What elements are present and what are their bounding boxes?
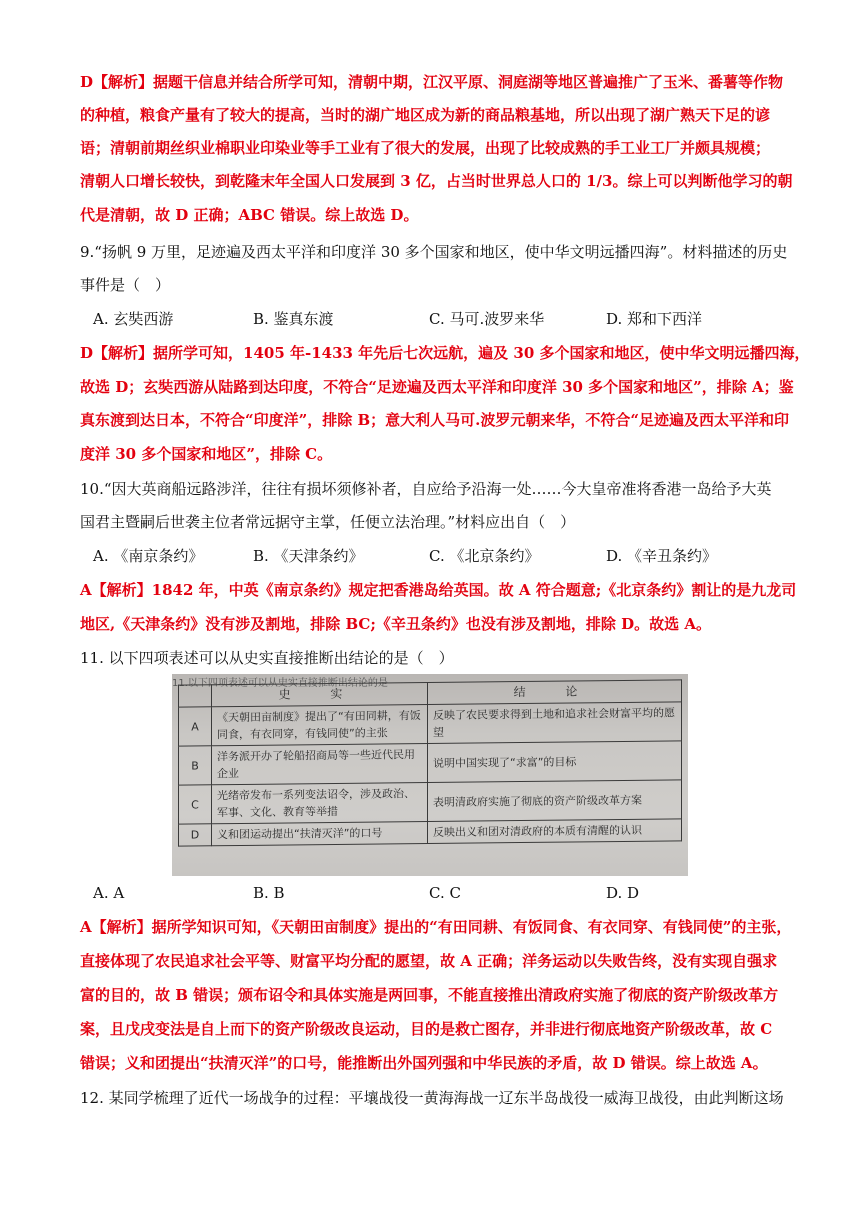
answer-11-line: A【解析】据所学知识可知，《天朝田亩制度》提出的“有田同耕、有饭同食、有衣同穿、有钱同使”的主张， [80, 918, 792, 936]
question-11-line: 11. 以下四项表述可以从史实直接推断出结论的是（ ） [80, 649, 454, 667]
row-conclusion: 反映了农民要求得到土地和追求社会财富平均的愿望 [428, 702, 682, 744]
answer-9-line: 真东渡到达日本，不符合“印度洋”，排除 B；意大利人马可.波罗元朝来华，不符合“足迹遍及西太平洋和印 [80, 411, 790, 429]
question-11-table-photo [172, 674, 688, 876]
fact-conclusion-table [178, 679, 682, 846]
question-12-line: 12. 某同学梳理了近代一场战争的过程：平壤战役一黄海海战一辽东半岛战役一威海卫战役，由此判断这场 [80, 1089, 784, 1107]
table-caption: 11.以下四项表述可以从史实直接推断出结论的是 [172, 678, 388, 689]
row-label: C [179, 785, 212, 824]
answer-10-line: A【解析】1842 年，中英《南京条约》规定把香港岛给英国。故 A 符合题意;《北京条约》割让的是九龙司 [80, 581, 797, 599]
answer-8-line: D【解析】据题干信息并结合所学可知，清朝中期，江汉平原、洞庭湖等地区普遍推广了玉米、番薯等作物 [80, 73, 784, 91]
question-9-line: 9.“扬帆 9 万里，足迹遍及西太平洋和印度洋 30 多个国家和地区，使中华文明远播四海”。材料描述的历史 [80, 243, 788, 261]
question-9-line: 事件是（ ） [80, 276, 171, 294]
option-b: B. 《天津条约》 [253, 547, 364, 565]
answer-10-line: 地区,《天津条约》没有涉及割地，排除 BC;《辛丑条约》也没有涉及割地，排除 D。故选 A。 [80, 615, 711, 633]
row-fact: 洋务派开办了轮船招商局等一些近代民用企业 [212, 744, 428, 785]
answer-11-line: 错误；义和团提出“扶清灭洋”的口号，能推断出外国列强和中华民族的矛盾，故 D 错误。综上故选 A。 [80, 1054, 768, 1072]
answer-8-line: 的种植，粮食产量有了较大的提高，当时的湖广地区成为新的商品粮基地，所以出现了湖广熟天下足的谚 [80, 106, 771, 124]
option-c: C. C [429, 884, 461, 902]
row-fact: 《天朝田亩制度》提出了“有田同耕，有饭同食，有衣同穿，有钱同使”的主张 [212, 705, 428, 746]
option-b: B. B [253, 884, 285, 902]
row-fact: 光绪帝发布一系列变法诏令，涉及政治、军事、文化、教育等举措 [212, 783, 428, 824]
option-d: D. D [606, 884, 640, 902]
option-d: D. 郑和下西洋 [606, 310, 703, 328]
row-fact: 义和团运动提出“扶清灭洋”的口号 [212, 822, 428, 846]
answer-11-line: 案，且戊戌变法是自上而下的资产阶级改良运动，目的是救亡图存，并非进行彻底地资产阶级改革，故 C [80, 1020, 773, 1038]
answer-8-line: 语；清朝前期丝织业棉职业印染业等手工业有了很大的发展，出现了比较成熟的手工业工厂并颇具规模； [80, 139, 771, 157]
question-10-line: 10.“因大英商船远路涉洋，往往有损坏须修补者，自应给予沿海一处……今大皇帝准将香港一岛给予大英 [80, 480, 772, 498]
table-header-fact: 史 实 [212, 683, 428, 707]
question-10-line: 国君主暨嗣后世袭主位者常远据守主掌，任便立法治理。”材料应出自（ ） [80, 513, 576, 531]
table-header-corner [179, 685, 212, 707]
option-a: A. A [93, 884, 125, 902]
table-header-conclusion: 结 论 [428, 680, 682, 705]
option-d: D. 《辛丑条约》 [606, 547, 718, 565]
row-label: B [179, 746, 212, 785]
row-conclusion: 反映出义和团对清政府的本质有清醒的认识 [428, 819, 682, 844]
row-label: A [179, 707, 212, 746]
answer-8-line: 代是清朝，故 D 正确；ABC 错误。综上故选 D。 [80, 206, 419, 224]
answer-11-line: 富的目的，故 B 错误；颁布诏令和具体实施是两回事，不能直接推出清政府实施了彻底的资产阶级改革方 [80, 986, 779, 1004]
row-conclusion: 说明中国实现了“求富”的目标 [428, 741, 682, 783]
row-label: D [179, 824, 212, 846]
table-row [179, 702, 682, 746]
table-row [179, 819, 682, 846]
row-conclusion: 表明清政府实施了彻底的资产阶级改革方案 [428, 780, 682, 822]
option-b: B. 鉴真东渡 [253, 310, 334, 328]
answer-8-line: 清朝人口增长较快，到乾隆末年全国人口发展到 3 亿，占当时世界总人口的 1/3。综上可以判断他学习的朝 [80, 172, 793, 190]
option-c: C. 马可.波罗来华 [429, 310, 545, 328]
table-row [179, 780, 682, 824]
answer-9-line: 度洋 30 多个国家和地区”，排除 C。 [80, 445, 333, 463]
option-a: A. 玄奘西游 [93, 310, 174, 328]
option-c: C. 《北京条约》 [429, 547, 540, 565]
option-a: A. 《南京条约》 [93, 547, 204, 565]
answer-9-line: D【解析】据所学可知，1405 年-1433 年先后七次远航，遍及 30 多个国家和地区，使中华文明远播四海， [80, 344, 810, 362]
table-row [179, 741, 682, 785]
answer-11-line: 直接体现了农民追求社会平等、财富平均分配的愿望，故 A 正确；洋务运动以失败告终，没有实现自强求 [80, 952, 778, 970]
answer-9-line: 故选 D；玄奘西游从陆路到达印度，不符合“足迹遍及西太平洋和印度洋 30 多个国家和地区”，排除 A；鉴 [80, 378, 794, 396]
